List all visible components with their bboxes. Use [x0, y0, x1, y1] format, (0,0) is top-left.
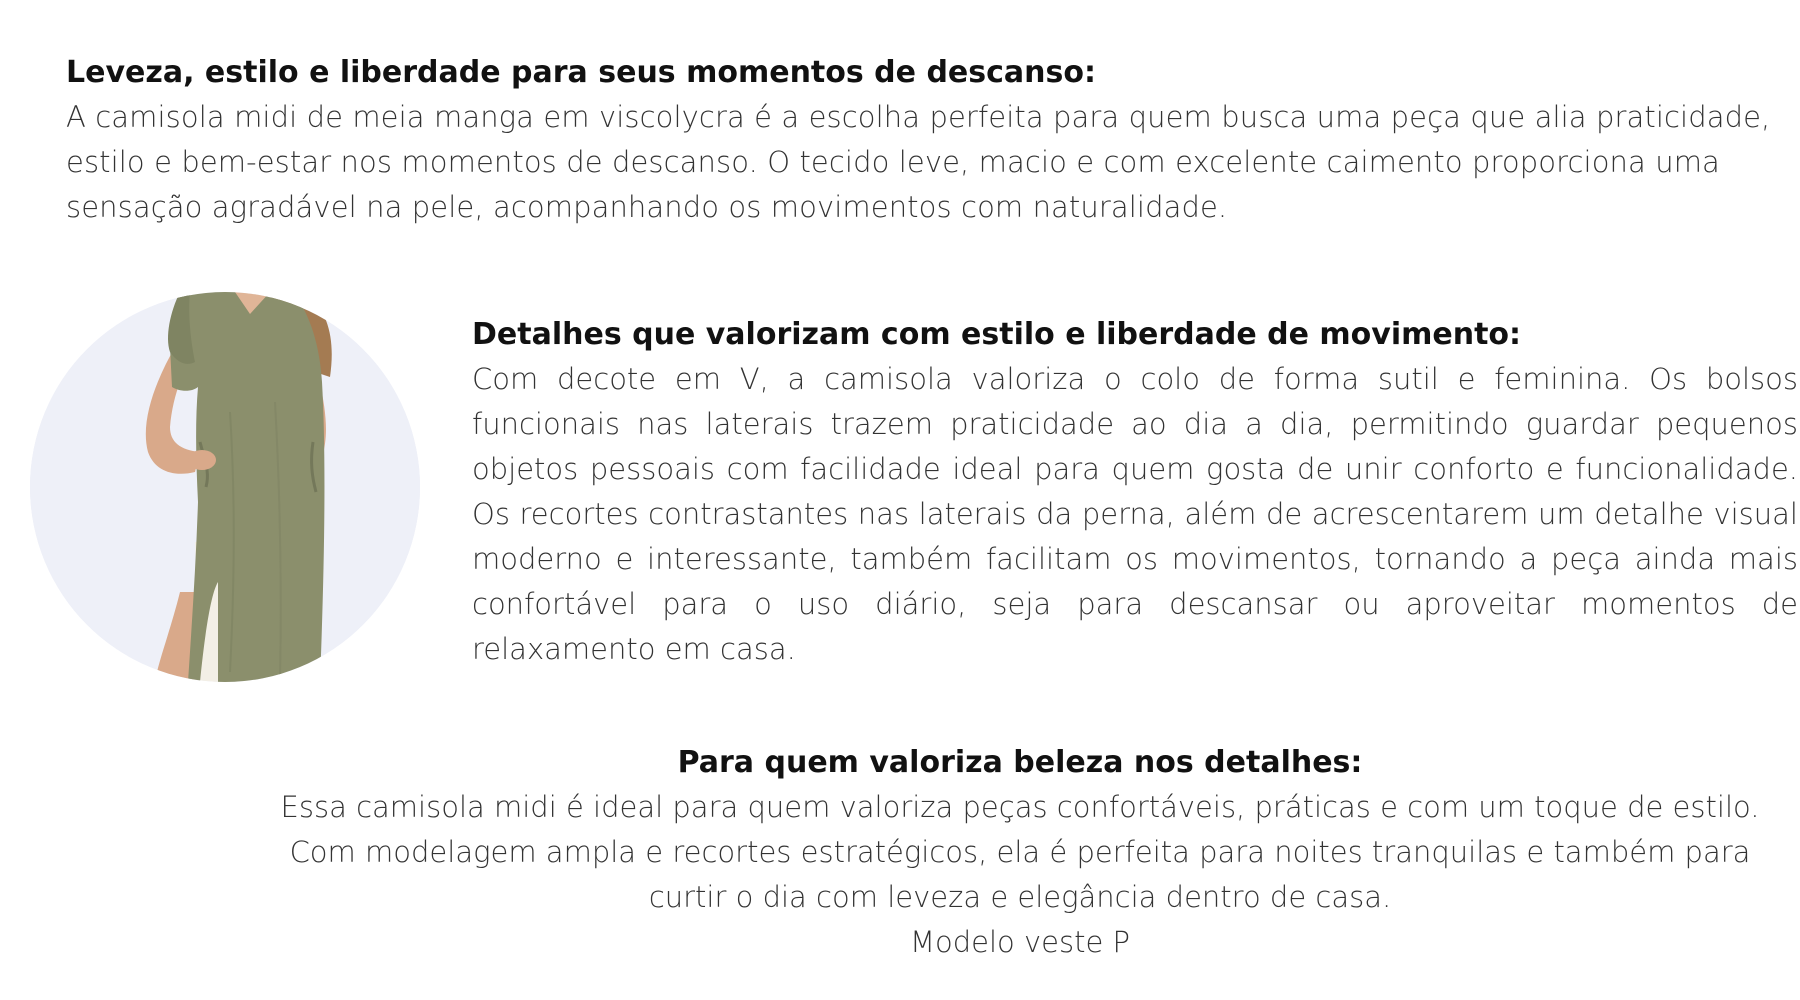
- intro-text: A camisola midi de meia manga em viscolycra é a escolha perfeita para quem busca uma peça que alia praticidade, estilo e bem-estar nos momentos de descanso. O tecido leve, macio e com excelente caimento proporciona uma sensação agradável na pele, acompanhando os movimentos com naturalidade.: [66, 100, 1771, 224]
- model-size-note: Modelo veste P: [909, 925, 1131, 959]
- details-text: Com decote em V, a camisola valoriza o colo de forma sutil e feminina. Os bolsos funcionais nas laterais trazem praticidade ao dia a dia, permitindo guardar pequenos objetos pessoais com facilidade ideal para quem gosta de unir conforto e funcionalidade. Os recortes contrastantes nas laterais da perna, além de acrescentarem um detalhe visual moderno e interessante, também facilitam os movimentos, tornando a peça ainda mais confortável para o uso diário, seja para descansar ou aproveitar momentos de relaxamento em casa.: [472, 362, 1798, 666]
- closing-line-3: curtir o dia com leveza e elegância dentro de casa.: [648, 880, 1392, 914]
- details-title: Detalhes que valorizam com estilo e liberdade de movimento:: [472, 317, 1522, 352]
- model-dress-illustration: [30, 292, 420, 682]
- product-photo: [30, 292, 420, 682]
- closing-line-1: Essa camisola midi é ideal para quem valoriza peças confortáveis, práticas e com um toque de estilo.: [280, 790, 1760, 824]
- details-section: [472, 312, 1798, 672]
- intro-section: [66, 50, 1796, 230]
- closing-section: [250, 740, 1790, 965]
- intro-title: Leveza, estilo e liberdade para seus momentos de descanso:: [66, 55, 1096, 90]
- closing-line-2: Com modelagem ampla e recortes estratégicos, ela é perfeita para noites tranquilas e também para: [289, 835, 1751, 869]
- closing-title: Para quem valoriza beleza nos detalhes:: [677, 745, 1363, 780]
